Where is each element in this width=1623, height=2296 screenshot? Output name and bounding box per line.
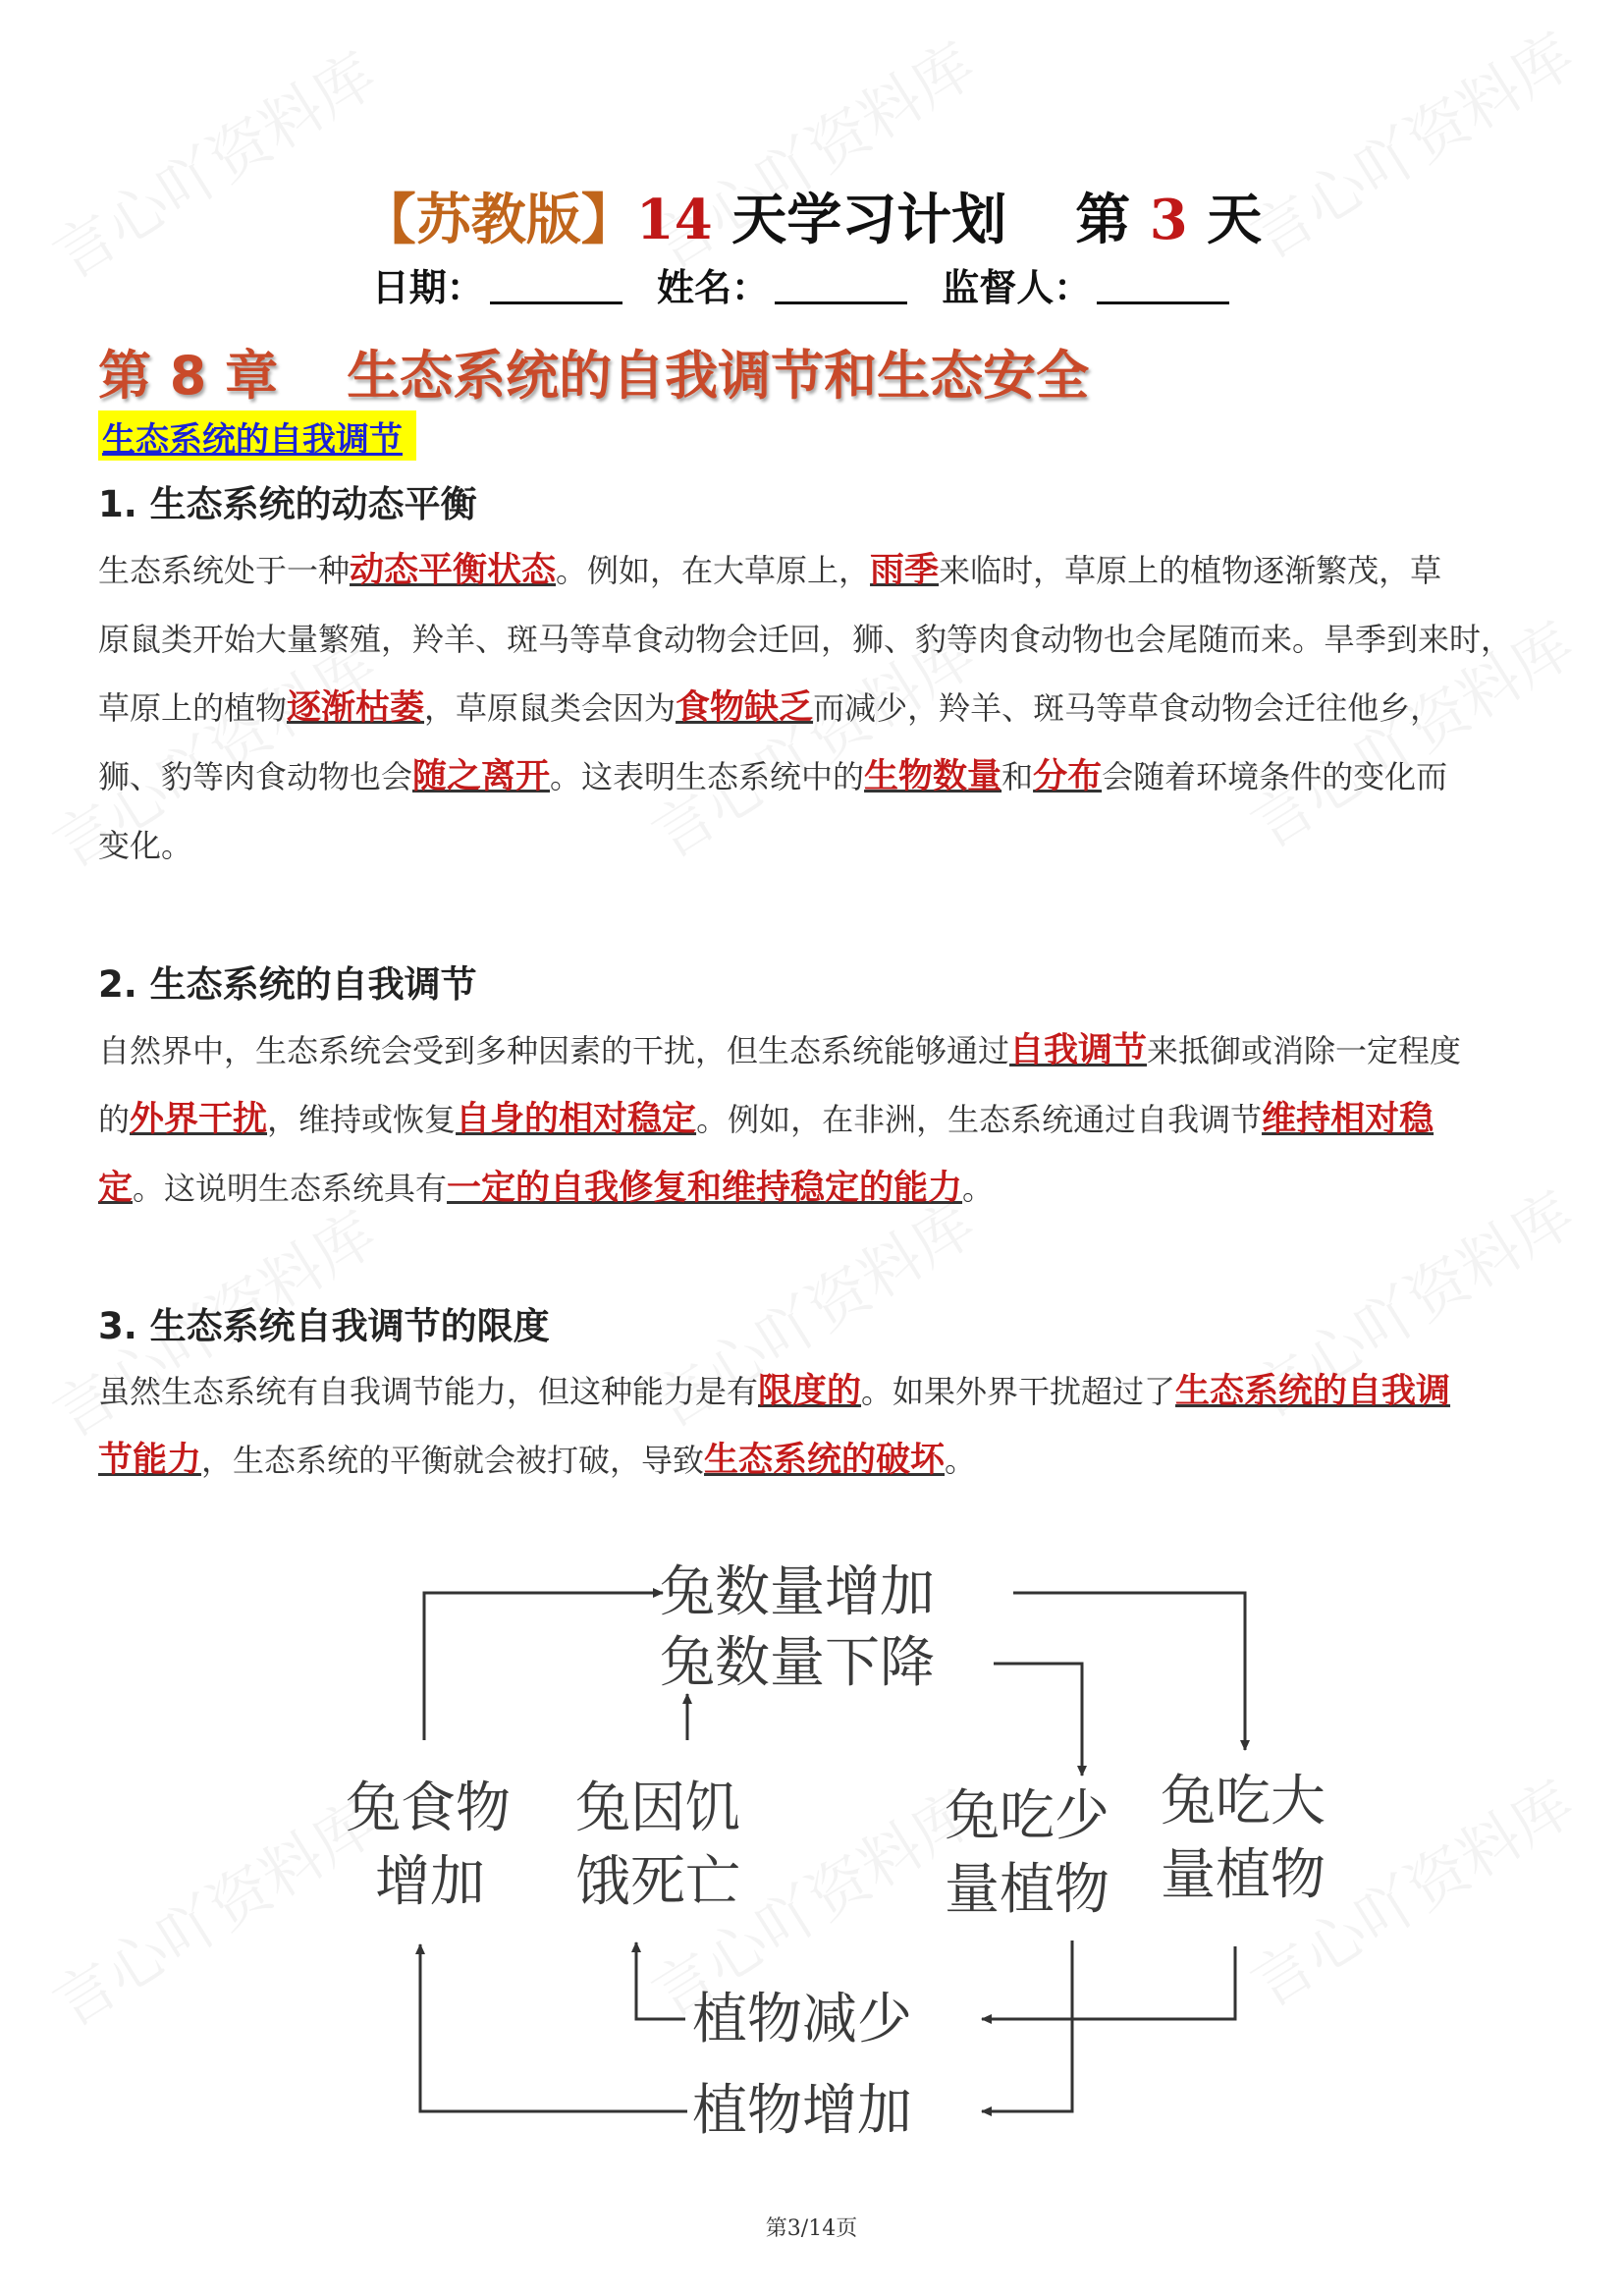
text-run: 来临时，草原上的植物逐渐繁茂，草 [939,552,1442,589]
text-run: 变化。 [98,827,193,864]
text-run: 的 [98,1101,131,1138]
edition-label: 【苏教版】 [360,188,636,252]
day-prefix: 第 [1075,188,1131,252]
name-label: 姓名： [656,265,769,309]
chapter-title: 生态系统的自我调节和生态安全 [347,345,1090,407]
key-term: 外界干扰 [130,1100,268,1139]
node-eat-more-2: 量植物 [1161,1843,1325,1907]
node-eat-less-2: 量植物 [945,1858,1109,1922]
text-run: 。 [945,1442,977,1479]
key-term: 食物缺乏 [676,688,814,728]
section-2-heading: 2. 生态系统的自我调节 [98,963,477,1006]
text-run: 。 [962,1170,995,1207]
node-starve-2: 饿死亡 [575,1850,740,1914]
key-term: 生态系统的自我调 [1175,1372,1451,1411]
supervisor-label: 监督人： [942,265,1092,309]
text-run: 生态系统处于一种 [98,552,351,589]
node-food-up-2: 增加 [375,1850,485,1914]
text-run: ，草原鼠类会因为 [424,689,676,727]
arrow-plant-up-to-food [420,1944,687,2111]
page-number: 第3/14页 [765,2216,858,2241]
day-suffix: 天 [1207,188,1263,252]
node-plant-down: 植物减少 [692,1988,912,2051]
section-3-heading: 3. 生态系统自我调节的限度 [98,1305,550,1347]
node-plant-up: 植物增加 [692,2079,912,2143]
plan-label: 天学习计划 [731,188,1007,252]
section-1-heading: 1. 生态系统的动态平衡 [98,483,477,525]
text-run: 自然界中，生态系统会受到多种因素的干扰，但生态系统能够通过 [98,1032,1010,1069]
text-run: 而减少，羚羊、斑马等草食动物会迁往他乡， [813,689,1442,727]
key-term: 自我调节 [1009,1031,1148,1070]
key-term: 节能力 [98,1441,202,1480]
key-term: 随之离开 [412,757,551,796]
text-run: 。例如，在非洲，生态系统通过自我调节 [696,1101,1263,1138]
key-term: 生态系统的破坏 [704,1441,946,1480]
node-eat-less-1: 兔吃少 [945,1784,1109,1848]
arrow-eat-less-to-plant-up [982,1941,1072,2111]
chapter-number: 第 8 章 [98,345,279,407]
text-run: 虽然生态系统有自我调节能力，但这种能力是有 [98,1373,759,1410]
node-rabbit-up: 兔数量增加 [660,1560,935,1624]
key-term: 限度的 [758,1372,862,1411]
arrow-food-to-rabbit-up [424,1593,663,1740]
node-rabbit-down: 兔数量下降 [660,1631,935,1695]
key-term: 雨季 [870,551,940,590]
key-term: 一定的自我修复和维持稳定的能力 [447,1169,963,1208]
text-run: 和 [1001,758,1034,795]
plan-days: 14 [635,188,713,252]
node-eat-more-1: 兔吃大 [1161,1770,1325,1833]
node-food-up-1: 兔食物 [346,1777,511,1840]
key-term: 动态平衡状态 [350,551,557,590]
key-term: 分布 [1033,757,1103,796]
text-run: 来抵御或消除一定程度 [1147,1032,1462,1069]
key-term: 维持相对稳 [1262,1100,1434,1139]
text-run: 。这表明生态系统中的 [550,758,865,795]
arrow-plant-down-to-starve [636,1942,685,2019]
arrow-eat-more-to-plant-down [982,1946,1235,2019]
key-term: 逐渐枯萎 [287,688,425,728]
day-number: 3 [1149,188,1188,252]
section-title: 生态系统的自我调节 [98,410,416,461]
key-term: 生物数量 [864,757,1002,796]
text-run: 。如果外界干扰超过了 [861,1373,1176,1410]
text-run: 原鼠类开始大量繁殖，羚羊、斑马等草食动物会迁回，狮、豹等肉食动物也会尾随而来。旱季到来时， [98,621,1513,658]
text-run: 会随着环境条件的变化而 [1102,758,1448,795]
date-label: 日期： [371,265,484,309]
node-starve-1: 兔因饥 [575,1777,740,1840]
text-run: 狮、豹等肉食动物也会 [98,758,413,795]
key-term: 自身的相对稳定 [456,1100,697,1139]
key-term: 定 [98,1169,134,1208]
text-run: 。例如，在大草原上， [556,552,871,589]
text-run: ，生态系统的平衡就会被打破，导致 [201,1442,705,1479]
arrow-rabbit-down-to-eat-less [994,1664,1082,1776]
text-run: 草原上的植物 [98,689,288,727]
text-run: ，维持或恢复 [267,1101,457,1138]
text-run: 。这说明生态系统具有 [133,1170,448,1207]
arrow-rabbit-up-to-eat-more [1013,1593,1245,1750]
